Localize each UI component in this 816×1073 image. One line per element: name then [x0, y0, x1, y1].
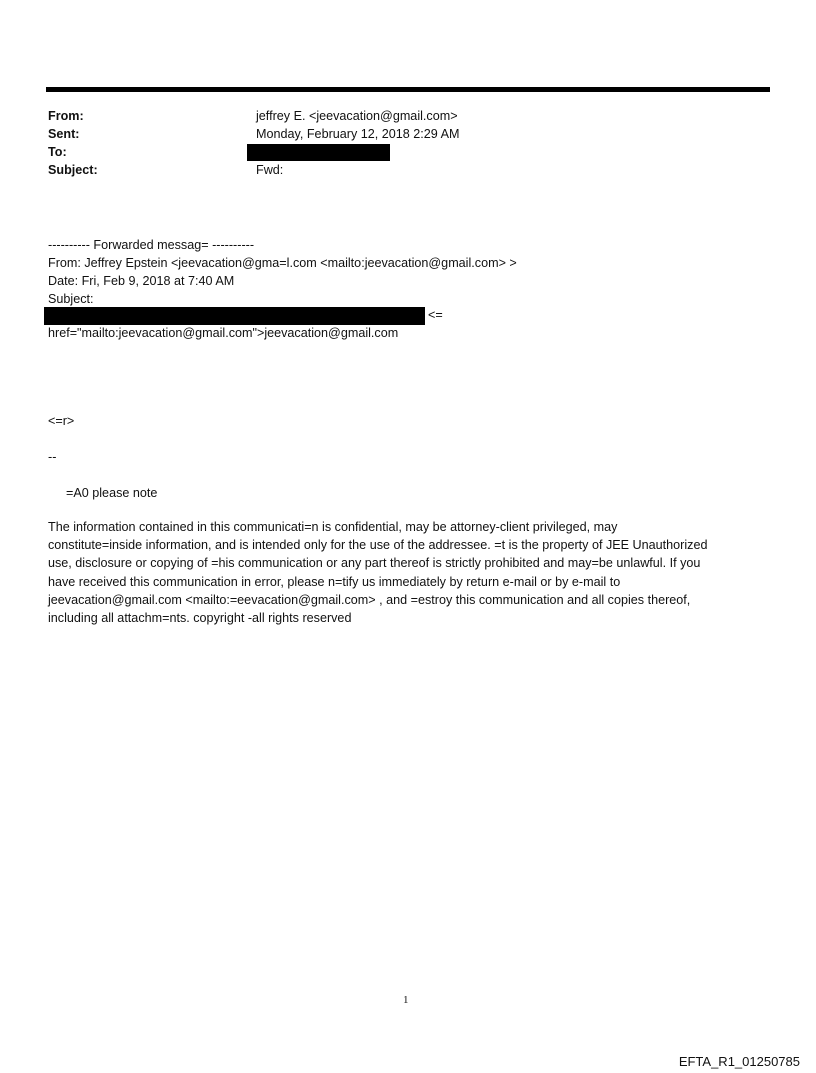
subject-label: Subject: — [48, 163, 98, 177]
forward-separator: ---------- Forwarded messag= ---------- — [48, 238, 255, 252]
subject-value: Fwd: — [256, 163, 284, 177]
sent-value: Monday, February 12, 2018 2:29 AM — [256, 127, 460, 141]
br-tag: <=r> — [48, 414, 75, 428]
forward-from: From: Jeffrey Epstein <jeevacation@gma=l.com <mailto:jeevacation@gmail.com> > — [48, 256, 517, 270]
disclaimer-line: jeevacation@gmail.com <mailto:=eevacation@gmail.com> , and =estroy this communication and all copies thereof, — [48, 592, 691, 607]
signature-dash: -- — [48, 450, 57, 464]
redaction-to — [247, 144, 390, 161]
from-label: From: — [48, 109, 84, 123]
disclaimer-line: use, disclosure or copying of =his communication or any part thereof is strictly prohibited and may=be unlawful. If you — [48, 556, 701, 571]
sent-label: Sent: — [48, 127, 80, 141]
disclaimer — [48, 518, 707, 627]
header-rule — [46, 87, 770, 92]
bates-number: EFTA_R1_01250785 — [678, 1054, 800, 1069]
redaction-subject — [44, 307, 425, 325]
forward-subject: Subject: — [48, 292, 94, 306]
disclaimer-line: have received this communication in error, please n=tify us immediately by return e-mail or by e-mail to — [48, 574, 621, 589]
forward-date: Date: Fri, Feb 9, 2018 at 7:40 AM — [48, 274, 235, 288]
please-note: =A0 please note — [66, 486, 158, 500]
to-label: To: — [48, 145, 67, 159]
disclaimer-line: constitute=inside information, and is intended only for the use of the addressee. =t is the property of JEE Unauthorized — [48, 538, 708, 553]
disclaimer-line: The information contained in this communicati=n is confidential, may be attorney-client privileged, may — [48, 520, 618, 534]
from-value: jeffrey E. <jeevacation@gmail.com> — [256, 109, 458, 123]
page-number: 1 — [403, 994, 409, 1006]
href-line: href="mailto:jeevacation@gmail.com">jeevacation@gmail.com — [48, 326, 399, 340]
disclaimer-line: including all attachm=nts. copyright -all rights reserved — [48, 611, 352, 626]
redacted-suffix: <= — [428, 308, 443, 322]
